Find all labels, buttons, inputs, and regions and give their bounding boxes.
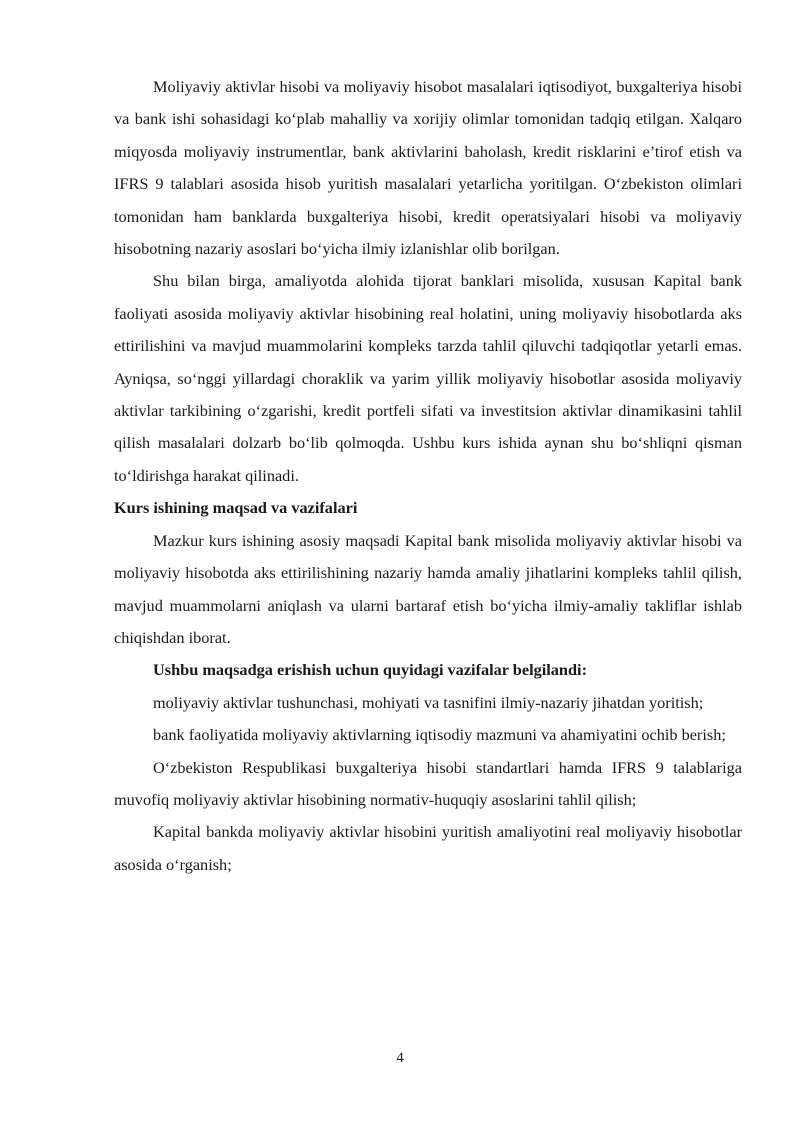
section-heading: Kurs ishining maqsad va vazifalari: [114, 498, 358, 518]
intro-paragraph-2: Shu bilan birga, amaliyotda alohida tijorat banklari misolida, xususan Kapital bank faoliyati asosida moliyaviy aktivlar hisobining real holatini, uning moliyaviy hisobotlarda aks ettirilishini va mavjud muammolarini kompleks tarzda tahlil qiluvchi tadqiqotlar yetarli emas. Ayniqsa, so‘nggi yillardagi choraklik va yarim yillik moliyaviy hisobotlar asosida moliyaviy aktivlar tarkibining o‘zgarishi, kredit portfeli sifati va investitsion aktivlar dinamikasini tahlil qilish masalalari dolzarb bo‘lib qolmoqda. Ushbu kurs ishida aynan shu bo‘shliqni qisman to‘ldirishga harakat qilinadi.: [114, 271, 742, 485]
tasks-intro: Ushbu maqsadga erishish uchun quyidagi vazifalar belgilandi:: [153, 660, 587, 680]
task-item: bank faoliyatida moliyaviy aktivlarning iqtisodiy mazmuni va ahamiyatini ochib berish;: [153, 725, 726, 745]
task-item: Kapital bankda moliyaviy aktivlar hisobini yuritish amaliyotini real moliyaviy hisobotlar asosida o‘rganish;: [114, 822, 742, 874]
page-number: 4: [396, 1050, 404, 1066]
page-body: [114, 71, 742, 881]
intro-paragraph-1: Moliyaviy aktivlar hisobi va moliyaviy hisobot masalalari iqtisodiyot, buxgalteriya hisobi va bank ishi sohasidagi ko‘plab mahalliy va xorijiy olimlar tomonidan tadqiq etilgan. Xalqaro miqyosda moliyaviy instrumentlar, bank aktivlarini baholash, kredit risklarini e’tirof etish va IFRS 9 talablari asosida hisob yuritish masalalari yetarlicha yoritilgan. O‘zbekiston olimlari tomonidan ham banklarda buxgalteriya hisobi, kredit operatsiyalari hisobi va moliyaviy hisobotning nazariy asoslari bo‘yicha ilmiy izlanishlar olib borilgan.: [114, 77, 742, 259]
task-item: O‘zbekiston Respublikasi buxgalteriya hisobi standartlari hamda IFRS 9 talablariga muvofiq moliyaviy aktivlar hisobining normativ-huquqiy asoslarini tahlil qilish;: [114, 757, 742, 809]
goal-paragraph: Mazkur kurs ishining asosiy maqsadi Kapital bank misolida moliyaviy aktivlar hisobi va moliyaviy hisobotda aks ettirilishining nazariy hamda amaliy jihatlarini kompleks tahlil qilish, mavjud muammolarni aniqlash va ularni bartaraf etish bo‘yicha ilmiy-amaliy takliflar ishlab chiqishdan iborat.: [114, 530, 742, 647]
task-item: moliyaviy aktivlar tushunchasi, mohiyati va tasnifini ilmiy-nazariy jihatdan yoritish;: [153, 692, 704, 712]
